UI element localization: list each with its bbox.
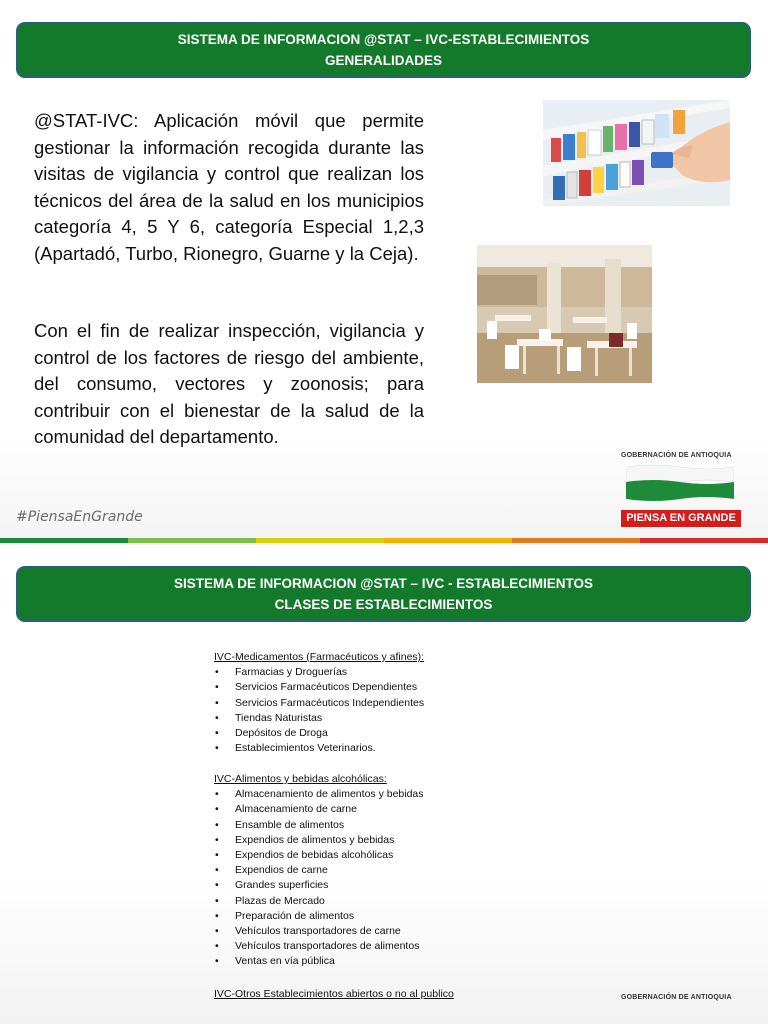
group-heading: IVC-Alimentos y bebidas alcohólicas: (214, 773, 387, 785)
list-item: • Servicios Farmacéuticos Dependientes (214, 680, 424, 695)
list-item: • Ensamble de alimentos (214, 818, 424, 833)
piensa-en-grande-badge: PIENSA EN GRANDE (621, 510, 741, 527)
list-item: • Preparación de alimentos (214, 909, 424, 924)
gobernacion-logo (621, 994, 743, 1024)
restaurant-dining-photo (477, 245, 652, 383)
slide-title-line1: SISTEMA DE INFORMACION @STAT – IVC-ESTABLECIMIENTOS (177, 32, 590, 47)
hashtag-text: #PiensaEnGrande (16, 509, 143, 525)
slide-title-bar (16, 22, 751, 78)
list-item: • Ventas en vía pública (214, 954, 424, 969)
slide-title-line1: SISTEMA DE INFORMACION @STAT – IVC - ESTABLECIMIENTOS (174, 576, 593, 591)
list-item: • Expendios de carne (214, 863, 424, 878)
list-item: • Expendios de alimentos y bebidas (214, 833, 424, 848)
antioquia-flag-icon (626, 463, 734, 501)
slide-title-line2: GENERALIDADES (324, 53, 442, 68)
list-item: • Vehículos transportadores de carne (214, 924, 424, 939)
list-item: • Almacenamiento de carne (214, 802, 424, 817)
list-item: • Tiendas Naturistas (214, 711, 424, 726)
list-item: • Depósitos de Droga (214, 726, 424, 741)
alimentos-group (214, 772, 424, 970)
gobernacion-logo (621, 452, 743, 526)
group-heading: IVC-Otros Establecimientos abiertos o no al publico (214, 988, 454, 1000)
list-item: • Expendios de bebidas alcohólicas (214, 848, 424, 863)
brand-color-strip (0, 538, 768, 543)
alimentos-list (214, 787, 424, 969)
slide-title-bar (16, 566, 751, 622)
pharmacy-shelf-photo (543, 100, 730, 206)
intro-paragraph: @STAT-IVC: Aplicación móvil que permite gestionar la información recogida durante las visitas de vigilancia y control que realizan los técnicos del área de la salud en los municipios categoría 4, 5 Y 6, categoría Especial 1,2,3 (Apartadó, Turbo, Rionegro, Guarne y la Ceja). (34, 110, 424, 264)
purpose-paragraph: Con el fin de realizar inspección, vigilancia y control de los factores de riesgo del ambiente, del consumo, vectores y zoonosis; para contribuir con el bienestar de la salud de la comunidad del departamento. (34, 320, 424, 447)
list-item: • Servicios Farmacéuticos Independientes (214, 696, 424, 711)
medicamentos-list (214, 665, 424, 756)
group-heading: IVC-Medicamentos (Farmacéuticos y afines): (214, 651, 425, 663)
otros-group (214, 987, 454, 1002)
logo-title: GOBERNACIÓN DE ANTIOQUIA (621, 994, 732, 1001)
list-item: • Farmacias y Droguerías (214, 665, 424, 680)
medicamentos-group (214, 650, 424, 756)
list-item: • Almacenamiento de alimentos y bebidas (214, 787, 424, 802)
list-item: • Plazas de Mercado (214, 894, 424, 909)
list-item: • Establecimientos Veterinarios. (214, 741, 424, 756)
list-item: • Vehículos transportadores de alimentos (214, 939, 424, 954)
slide-title-line2: CLASES DE ESTABLECIMIENTOS (274, 597, 493, 612)
list-item: • Grandes superficies (214, 878, 424, 893)
logo-title: GOBERNACIÓN DE ANTIOQUIA (621, 452, 732, 459)
